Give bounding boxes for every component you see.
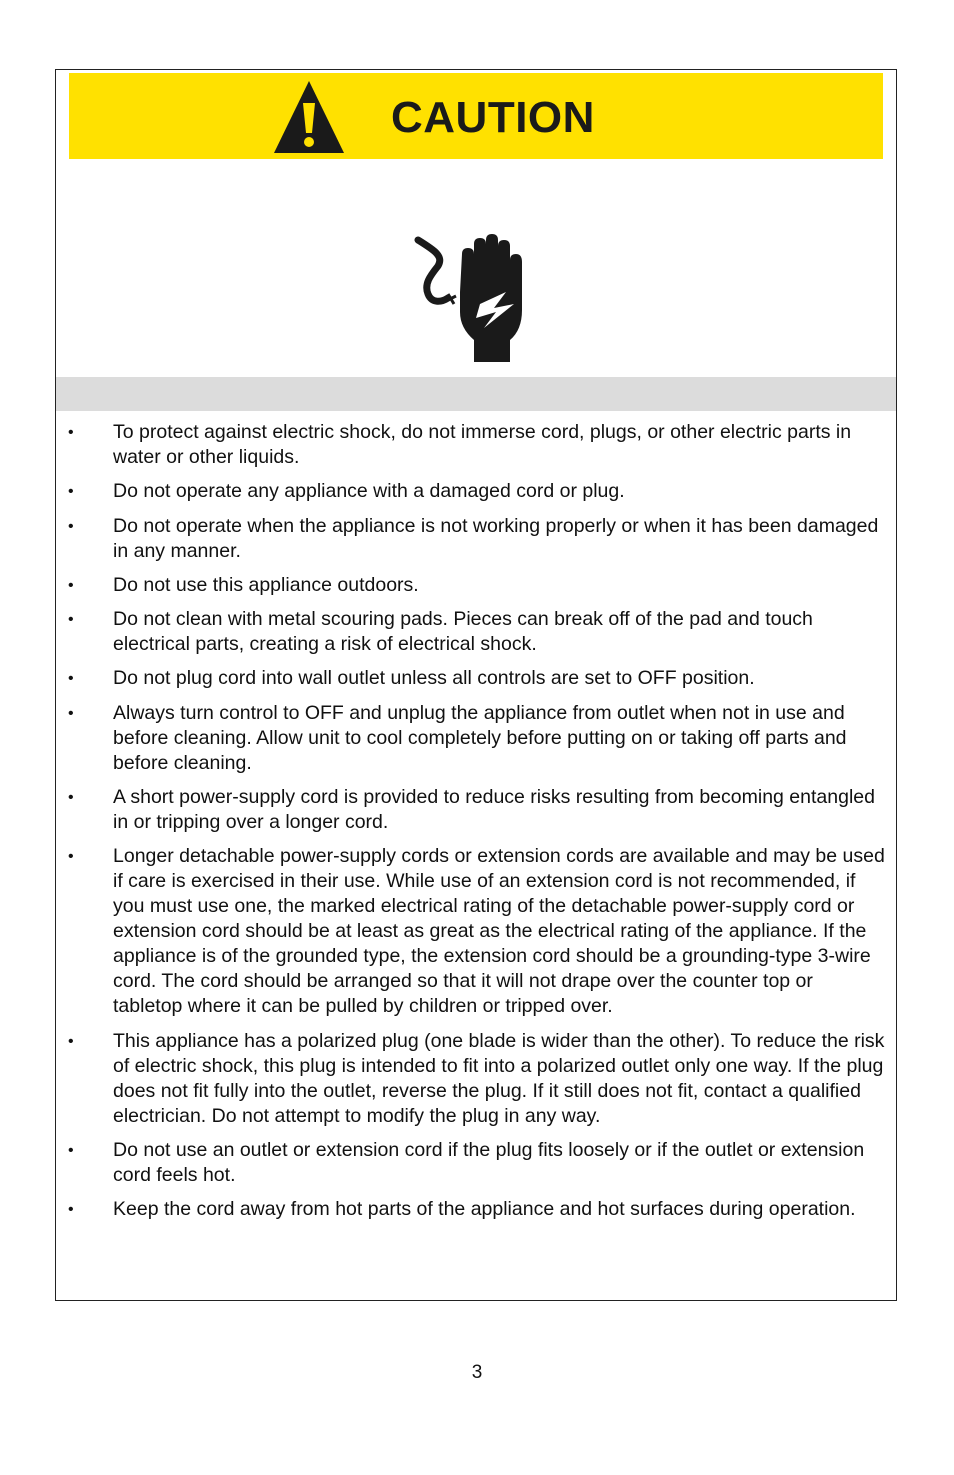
electric-shock-hand-icon <box>414 232 530 364</box>
list-item: • To protect against electric shock, do not immerse cord, plugs, or other electric parts in water or other liquids. <box>56 420 896 470</box>
list-item: • Do not plug cord into wall outlet unless all controls are set to OFF position. <box>56 666 896 691</box>
list-item: • Do not clean with metal scouring pads. Pieces can break off of the pad and touch electrical parts, creating a risk of electrical shock. <box>56 607 896 657</box>
caution-box <box>55 69 897 1301</box>
list-item: • Do not operate any appliance with a damaged cord or plug. <box>56 479 896 504</box>
list-item: • Longer detachable power-supply cords or extension cords are available and may be used if care is exercised in their use. While use of an extension cord is not recommended, if you must use one, the marked electrical rating of the detachable power-supply cord or extension cord should be at least as great as the electrical rating of the appliance. If the appliance is of the grounded type, the extension cord should be a grounding-type 3-wire cord. The cord should be arranged so that it will not drape over the counter top or tabletop where it can be pulled by children or tripped over. <box>56 844 896 1019</box>
list-item: • Do not operate when the appliance is not working properly or when it has been damaged in any manner. <box>56 514 896 564</box>
list-item: • This appliance has a polarized plug (one blade is wider than the other). To reduce the risk of electric shock, this plug is intended to fit into a polarized outlet only one way. If the plug does not fit fully into the outlet, reverse the plug. If it still does not fit, contact a qualified electrician. Do not attempt to modify the plug in any way. <box>56 1029 896 1129</box>
caution-heading: CAUTION <box>391 93 595 142</box>
caution-list <box>56 420 896 1232</box>
section-divider-bar <box>56 377 896 411</box>
warning-triangle-icon <box>272 79 346 155</box>
list-item: • Do not use an outlet or extension cord if the plug fits loosely or if the outlet or extension cord feels hot. <box>56 1138 896 1188</box>
list-item: • Do not use this appliance outdoors. <box>56 573 896 598</box>
caution-banner <box>69 73 883 159</box>
list-item: • A short power-supply cord is provided to reduce risks resulting from becoming entangled in or tripping over a longer cord. <box>56 785 896 835</box>
page-number: 3 <box>471 1362 483 1383</box>
list-item: • Always turn control to OFF and unplug the appliance from outlet when not in use and before cleaning. Allow unit to cool completely before putting on or taking off parts and before cleaning. <box>56 701 896 776</box>
list-item: • Keep the cord away from hot parts of the appliance and hot surfaces during operation. <box>56 1197 896 1222</box>
